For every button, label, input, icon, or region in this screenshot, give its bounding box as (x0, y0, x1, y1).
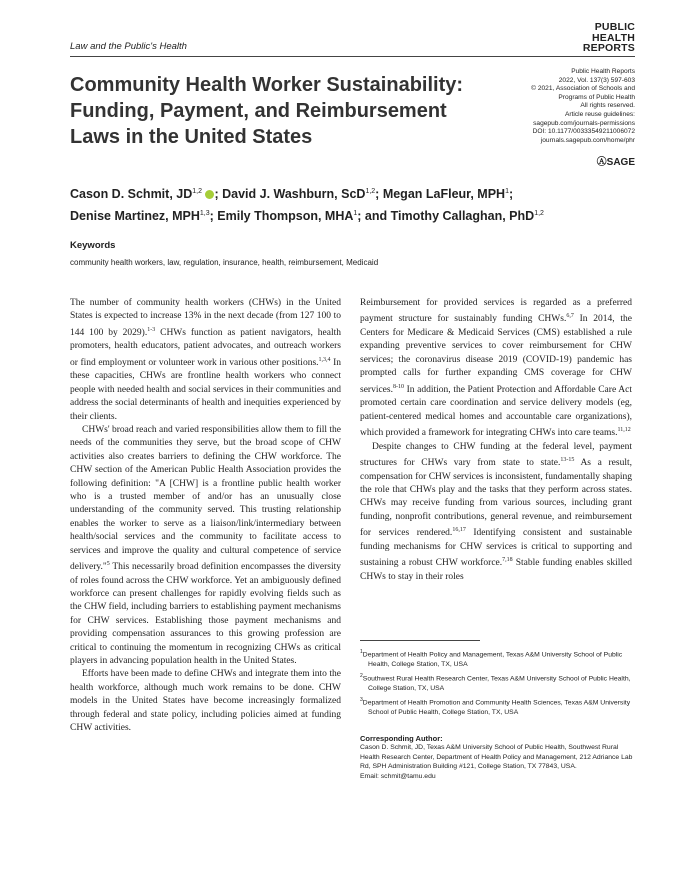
section-label: Law and the Public's Health (70, 41, 187, 52)
pubinfo-line: Programs of Public Health (558, 93, 635, 101)
author-name: David J. Washburn, ScD (222, 187, 366, 202)
body-column-right (360, 297, 632, 584)
author-separator: ; (214, 187, 223, 202)
keywords-list: community health workers, law, regulation, insurance, health, reimbursement, Medicaid (70, 258, 379, 267)
affiliation-footnotes (360, 648, 635, 720)
citation-mark[interactable]: 1,3,4 (318, 356, 331, 363)
publication-info (475, 68, 635, 145)
author-affiliation-mark: 1,2 (365, 188, 376, 195)
body-paragraph: Despite changes to CHW funding at the federal level, payment structures for CHWs vary from state to state.$^{13-15}$ As a result, compensation for CHW services is inconsistent, fundamentally shaping the role that CHWs play and the tasks that they perform across states. CHWs may receive funding from various sources, including grant funding, nonprofit contributions, general revenue, and reimbursement for services rendered.$^{16,17}$ Identifying consistent and sustainable funding mechanisms for CHW services is critical to supporting and sustaining a robust CHW workforce.$^{7,18}$ Stable funding enables skilled CHWs to stay in their roles (360, 441, 633, 582)
article-title (70, 72, 480, 150)
citation-mark[interactable]: 7,18 (502, 557, 513, 564)
author-name: Megan LaFleur, MPH (382, 187, 506, 202)
affiliation-footnote: $^2$Southwest Rural Health Research Center, Texas A&M University School of Public Health, College Station, TX, USA (360, 673, 631, 692)
author-name: Timothy Callaghan, PhD (390, 209, 535, 224)
author-name: Cason D. Schmit, JD (70, 187, 193, 202)
publisher-name: SAGE (606, 157, 635, 168)
body-paragraph: The number of community health workers (CHWs) in the United States is expected to increase 13% in the next decade (from 127 100 to 144 100 by 2029).$^{1-3}$ CHWs function as patient navigators, health promoters, health educators, patient advocates, and outreach workers or find employment or volunteer work in various other positions.$^{1,3,4}$ In these capacities, CHWs are frontline health workers who connect people with needed health and social services in their communities and address the social determinants of health and inequities experienced by their clients. (70, 298, 341, 422)
author-separator: ; (508, 187, 514, 202)
journal-link[interactable]: journals.sagepub.com/home/phr (540, 136, 635, 144)
footnote-divider (360, 640, 480, 641)
publisher-logo (597, 153, 635, 168)
pubinfo-line: © 2021, Association of Schools and (531, 85, 635, 93)
keywords-heading: Keywords (70, 240, 116, 251)
journal-logo-line: REPORTS (582, 42, 635, 54)
title-line: Laws in the United States (70, 126, 313, 148)
author-affiliation-mark: 1,2 (192, 188, 202, 195)
corresponding-address: Cason D. Schmit, JD, Texas A&M University School of Public Health, Southwest Rural Health Research Center, Department of Health Policy and Management, 212 Adriance Lab Rd, SPH Administration Building #121, College Station, TX 77843, USA. (360, 744, 633, 771)
pubinfo-line: Article reuse guidelines: (564, 110, 635, 118)
sage-icon: Ⓐ (596, 157, 607, 168)
citation-mark[interactable]: 8-10 (392, 383, 404, 390)
body-paragraph: Reimbursement for provided services is regarded as a preferred payment structure for sustainably funding CHWs.$^{6,7}$ In 2014, the Centers for Medicare & Medicaid Services (CMS) established a rule expanding preventive services to cover reimbursement for CHW services; the coronavirus disease 2019 (COVID-19) pandemic has prompted calls for further expanding CMS coverage for CHW services.$^{8-10}$ In addition, the Patient Protection and Affordable Care Act promoted certain care coordination and service delivery models (eg, patient-centered medical homes and accountable care organizations), which provided a framework for integrating CHWs into care teams.$^{11,12}$ (360, 298, 632, 439)
footnote-mark: 2 (360, 673, 363, 680)
affiliation-footnote: $^1$Department of Health Policy and Management, Texas A&M University School of Public Health, College Station, TX, USA (360, 649, 623, 668)
author-separator: ; (209, 209, 218, 224)
pubinfo-line: 2022, Vol. 137(3) 597-603 (558, 76, 635, 84)
author-list (70, 182, 640, 226)
author-affiliation-mark: 1,3 (199, 210, 210, 218)
title-line: Funding, Payment, and Reimbursement (70, 100, 447, 122)
author-separator: ; and (357, 209, 391, 224)
author-affiliation-mark: 1 (505, 188, 509, 195)
citation-mark[interactable]: 5 (106, 561, 110, 568)
author-affiliation-mark: 1,2 (534, 210, 544, 218)
corresponding-email[interactable]: Email: schmit@tamu.edu (360, 772, 436, 780)
title-line: Community Health Worker Sustainability: (70, 74, 464, 96)
corresponding-heading: Corresponding Author: (360, 734, 443, 743)
citation-mark[interactable]: 13-15 (560, 456, 575, 463)
journal-logo-line: HEALTH (591, 31, 635, 44)
affiliation-footnote: $^3$Department of Health Promotion and Community Health Sciences, Texas A&M University School of Public Health, College Station, TX, USA (360, 697, 631, 716)
citation-mark[interactable]: 16,17 (452, 527, 466, 534)
citation-mark[interactable]: 11,12 (617, 426, 631, 433)
footnote-mark: 1 (360, 649, 363, 655)
corresponding-author (360, 734, 635, 781)
pubinfo-link[interactable]: sagepub.com/journals-permissions (533, 119, 635, 127)
citation-mark[interactable]: 6,7 (566, 313, 574, 320)
author-name: Emily Thompson, MHA (217, 209, 354, 224)
pubinfo-line: All rights reserved. (580, 102, 635, 110)
author-name: Denise Martinez, MPH (70, 209, 200, 224)
body-paragraph: Efforts have been made to define CHWs and integrate them into the health workforce, although much work remains to be done. CHW models in the United States have become increasingly formalized through federal and state policy, including policies aimed at funding CHW activities. (70, 669, 341, 734)
doi-link[interactable]: DOI: 10.1177/00333549211006072 (532, 128, 635, 136)
author-affiliation-mark: 1 (353, 210, 358, 218)
author-separator: ; (375, 187, 383, 202)
footnote-mark: 3 (360, 697, 363, 704)
body-column-left (70, 297, 341, 735)
body-paragraph: CHWs' broad reach and varied responsibilities allow them to fill the needs of the communities they serve, but the broad scope of CHW activities also creates barriers to defining the CHW workforce. The CHW section of the American Public Health Association provides the following definition: "A [CHW] is a frontline public health worker who is a trusted member of and/or has an unusually close understanding of the community served. This trusting relationship enables the worker to serve as a liaison/link/intermediary between health/social services and the community to facilitate access to services and improve the quality and cultural competence of service delivery."$^5$ This necessarily broad definition encompasses the diversity of roles found across the CHW workforce. Yet an ambiguously defined workforce can present challenges for rapidly evolving fields such as the CHW field, including barriers to establishing payment mechanisms for CHW services. Establishing those payment mechanisms and providing compensation assurances to this growing profession are critical to continuing the momentum in recognizing CHWs as critical players in advancing population health in the United States. (70, 424, 341, 667)
journal-logo-line: PUBLIC (594, 21, 635, 33)
pubinfo-line: Public Health Reports (571, 68, 635, 75)
journal-logo (583, 22, 635, 54)
citation-mark[interactable]: 1-3 (147, 326, 156, 333)
header-divider (70, 56, 635, 57)
